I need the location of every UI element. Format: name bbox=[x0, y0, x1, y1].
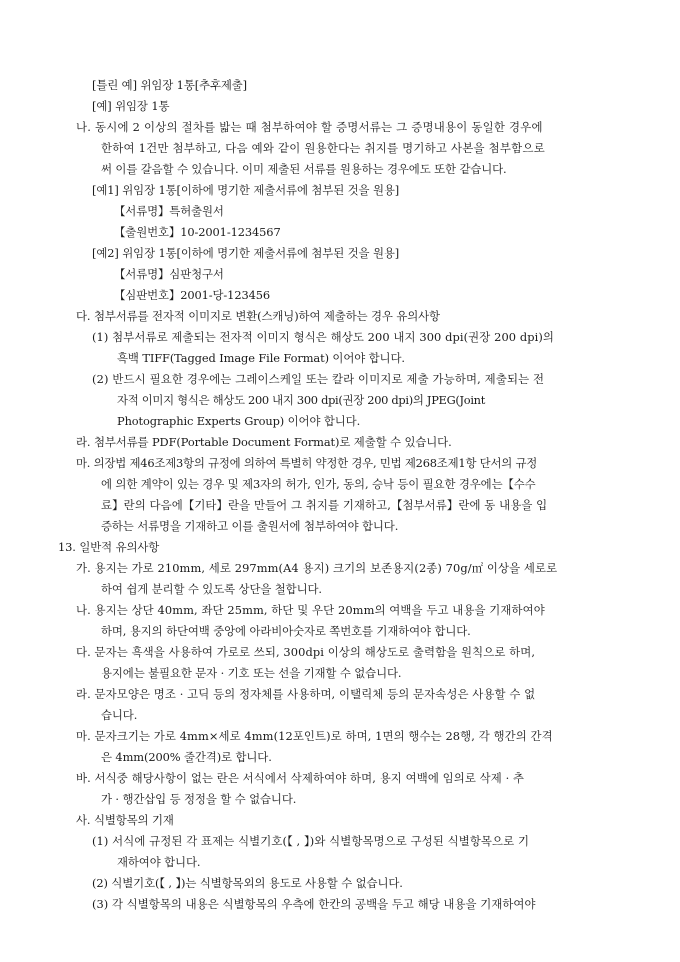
text-line: 마. 문자크기는 가로 4mm×세로 4mm(12포인트)로 하며, 1면의 행수는 28행, 각 행간의 간격 bbox=[76, 729, 553, 743]
text-line: 나. 동시에 2 이상의 절차를 밟는 때 첨부하여야 할 증명서류는 그 증명내용이 동일한 경우에 bbox=[76, 120, 543, 134]
text-line: 재하여야 합니다. bbox=[117, 855, 201, 869]
text-line: 흑백 TIFF(Tagged Image File Format) 이어야 합니다. bbox=[117, 351, 405, 365]
text-line: 증하는 서류명을 기재하고 이를 출원서에 첨부하여야 합니다. bbox=[101, 519, 399, 533]
text-line: 용지에는 불필요한 문자 · 기호 또는 선을 기재할 수 없습니다. bbox=[101, 666, 402, 680]
text-line: 라. 첨부서류를 PDF(Portable Document Format)로 제출할 수 있습니다. bbox=[76, 435, 452, 449]
text-line: 바. 서식중 해당사항이 없는 란은 서식에서 삭제하여야 하며, 용지 여백에 임의로 삭제 · 추 bbox=[76, 771, 525, 785]
text-line: 하여 쉽게 분리할 수 있도록 상단을 철합니다. bbox=[101, 582, 322, 596]
text-line: Photographic Experts Group) 이어야 합니다. bbox=[117, 414, 361, 428]
text-line: 하며, 용지의 하단여백 중앙에 아라비아숫자로 쪽번호를 기재하여야 합니다. bbox=[101, 624, 471, 638]
text-line: 다. 첨부서류를 전자적 이미지로 변환(스캐닝)하여 제출하는 경우 유의사항 bbox=[76, 309, 440, 323]
section-heading: 13. 일반적 유의사항 bbox=[58, 540, 160, 554]
text-line: (1) 서식에 규정된 각 표제는 식별기호(【 , 】)와 식별항목명으로 구성된 식별항목으로 기 bbox=[92, 834, 530, 848]
text-line: 료】란의 다음에【기타】란을 만들어 그 취지를 기재하고,【첨부서류】란에 동 내용을 입 bbox=[101, 498, 548, 512]
text-line: [예] 위임장 1통 bbox=[92, 99, 170, 113]
text-line: [예2] 위임장 1통[이하에 명기한 제출서류에 첨부된 것을 원용] bbox=[92, 246, 400, 260]
text-line: (1) 첨부서류로 제출되는 전자적 이미지 형식은 해상도 200 내지 300 dpi(권장 200 dpi)의 bbox=[92, 330, 555, 344]
text-line: 가 · 행간삽입 등 정정을 할 수 없습니다. bbox=[101, 792, 297, 806]
text-line: 라. 문자모양은 명조 · 고딕 등의 정자체를 사용하며, 이탤릭체 등의 문자속성은 사용할 수 없 bbox=[76, 687, 536, 701]
text-line: 나. 용지는 상단 40mm, 좌단 25mm, 하단 및 우단 20mm의 여백을 두고 내용을 기재하여야 bbox=[76, 603, 545, 617]
text-line: 【서류명】심판청구서 bbox=[114, 267, 224, 281]
text-line: 써 이를 갈음할 수 있습니다. 이미 제출된 서류를 원용하는 경우에도 또한 같습니다. bbox=[101, 162, 507, 176]
text-line: (2) 반드시 필요한 경우에는 그레이스케일 또는 칼라 이미지로 제출 가능하며, 제출되는 전 bbox=[92, 372, 545, 386]
text-line: 【서류명】특허출원서 bbox=[114, 204, 224, 218]
text-line: (3) 각 식별항목의 내용은 식별항목의 우측에 한칸의 공백을 두고 해당 내용을 기재하여야 bbox=[92, 897, 536, 911]
text-line: 에 의한 계약이 있는 경우 및 제3자의 허가, 인가, 동의, 승낙 등이 필요한 경우에는【수수 bbox=[101, 477, 536, 491]
text-line: 한하여 1건만 첨부하고, 다음 예와 같이 원용한다는 취지를 명기하고 사본을 첨부함으로 bbox=[101, 141, 545, 155]
text-line: 가. 용지는 가로 210mm, 세로 297mm(A4 용지) 크기의 보존용지(2종) 70g/㎡ 이상을 세로로 bbox=[76, 561, 558, 575]
text-line: [예1] 위임장 1통[이하에 명기한 제출서류에 첨부된 것을 원용] bbox=[92, 183, 400, 197]
text-line: [틀린 예] 위임장 1통[추후제출] bbox=[92, 78, 248, 92]
text-line: 은 4mm(200% 줄간격)로 합니다. bbox=[101, 750, 272, 764]
text-line: 다. 문자는 흑색을 사용하여 가로로 쓰되, 300dpi 이상의 해상도로 출력함을 원칙으로 하며, bbox=[76, 645, 536, 659]
text-line: (2) 식별기호(【 , 】)는 식별항목외의 용도로 사용할 수 없습니다. bbox=[92, 876, 403, 890]
text-line: 자적 이미지 형식은 해상도 200 내지 300 dpi(권장 200 dpi)의 JPEG(Joint bbox=[117, 393, 485, 407]
text-line: 습니다. bbox=[101, 708, 138, 722]
text-line: 【심판번호】2001-당-123456 bbox=[114, 288, 271, 302]
text-line: 마. 의장법 제46조제3항의 규정에 의하여 특별히 약정한 경우, 민법 제268조제1항 단서의 규정 bbox=[76, 456, 538, 470]
text-line: 사. 식별항목의 기재 bbox=[76, 813, 174, 827]
text-line: 【출원번호】10-2001-1234567 bbox=[114, 225, 281, 239]
